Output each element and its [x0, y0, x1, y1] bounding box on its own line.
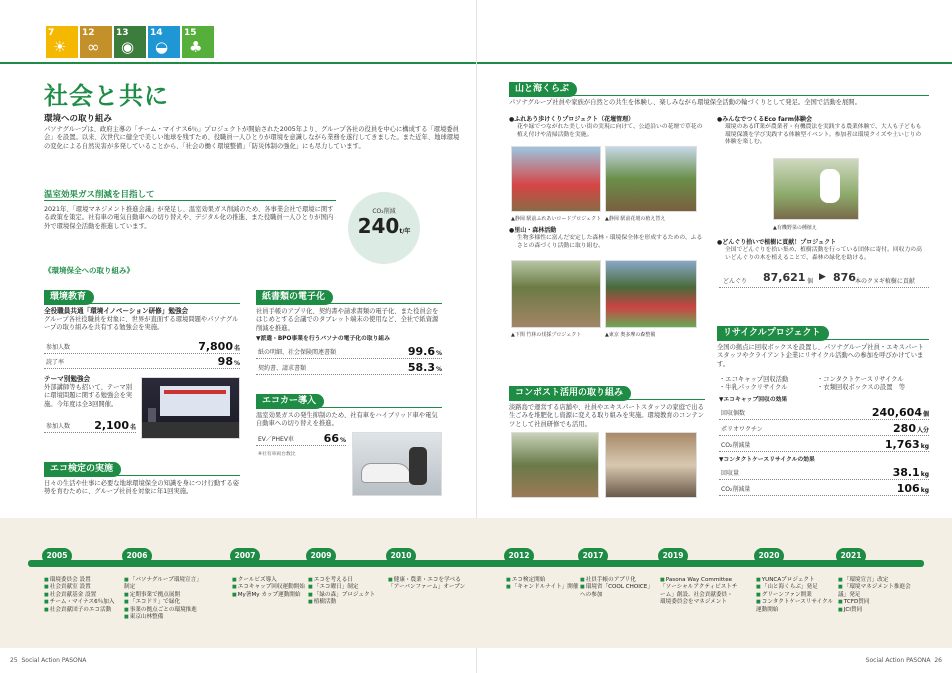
compost-text: 淡路島で運営する店舗や、社員やエキスパートスタッフの家庭で出る生ごみを堆肥化し資源に変える取り組みを実施。環境教育のコンテンツとして社員研修でも活用。 [509, 404, 704, 428]
sdg-icon: ◒ [155, 38, 169, 56]
sdg-tile-12 [80, 26, 112, 58]
timeline-item: ■ 社会貢献団子のエコ活動 [44, 607, 122, 614]
ecocar-text: 温室効果ガスの発生抑制のため、社有車をハイブリッド車や電気自動車への切り替えを推進。 [256, 412, 438, 428]
timeline-bar [28, 560, 924, 567]
timeline-item: ■ 「キャンドルナイト」開催 [506, 584, 584, 591]
edu-rule [44, 303, 240, 304]
acorn-count-unit: 個 [807, 278, 814, 285]
timeline-item: ■ グリーンファン開業 [756, 592, 834, 599]
ecocar-row: EV／PHEV車 66% [258, 432, 346, 445]
timeline-item: ■ 環境省「COOL CHOICE」への参加 [580, 584, 658, 599]
forest-photo-1 [511, 260, 601, 328]
timeline-year: 2019 [658, 548, 688, 564]
acorn-heading: ●どんぐり拾いで植樹に貢献！プロジェクト [717, 239, 837, 246]
edu-row-theme: 参加人数 2,100名 [46, 419, 136, 432]
timeline-items [232, 577, 310, 599]
right-page-num: 26 [934, 657, 942, 664]
edu-sub2: テーマ別勉強会 [44, 375, 91, 383]
edu-row-participants: 参加人数 7,800名 [46, 340, 240, 353]
timeline-item: ■ 社会貢献室 設置 [44, 584, 122, 591]
compost-photo-2 [605, 432, 697, 498]
recycle-row-contact-co2: CO₂削減量 106kg [721, 482, 929, 495]
co2-badge-label: CO₂削減 [372, 208, 396, 215]
timeline-item: ■ 事業の拠点ごとの環境推進 [124, 607, 202, 614]
timeline-year: 2010 [386, 548, 416, 564]
timeline-item: ■ 「環境宣言」改定 [838, 577, 916, 584]
edu-row-read-rate: 読了率 98% [46, 355, 240, 368]
timeline-item: ■ 「エコドリ」で緑化 [124, 599, 202, 606]
flower-photo-1 [511, 146, 601, 212]
recycle-row-caps: 回収個数 240,604個 [721, 406, 929, 419]
timeline-items [506, 577, 584, 592]
acorn-text: 全国でどんぐりを拾い集め、植樹活動を行っている団体に寄付。回収力の高いどんぐりの木を植えることで、森林の緑化を助ける。 [725, 247, 922, 261]
timeline-item: ■ 「緑の森」プロジェクト [308, 592, 386, 599]
timeline-item: ■ TCFD賛同 [838, 599, 916, 606]
timeline-items [838, 577, 916, 614]
paper-row-contract: 契約書、請求書類 58.3% [258, 361, 442, 374]
ecofarm-mascot [820, 169, 840, 203]
co2-badge [348, 192, 420, 264]
recycle-heading: リサイクルプロジェクト [717, 326, 829, 341]
acorn-arrow: ▶ [819, 272, 826, 282]
recycle-item-2: ・コンタクトケースリサイクル [817, 376, 904, 383]
timeline-items [388, 577, 466, 592]
timeline-year: 2005 [42, 548, 72, 564]
ghg-text: 2021年、「環境マネジメント推進会議」が発足し、温室効果ガス削減のため、各事業会社で環境に関する政策を策定。社有車の電気自動車への切り替えや、デジタル化の推進、また役職員一人ひとりが国内外で環境保全活動を推進しています。 [44, 206, 334, 230]
sdg-icon: ◉ [121, 38, 135, 56]
recycle-item-1: ・エコキャップ回収活動 [719, 376, 789, 383]
timeline-items [124, 577, 202, 621]
sdg-number: 15 [184, 28, 197, 38]
timeline-item: ■ 「環境マネジメント推進会議」発足 [838, 584, 916, 599]
timeline-items [660, 577, 738, 607]
paper-text: 社員手帳のアプリ化、契約書や請求書類の電子化、また役員会をはじめとする会議でのタブレット端末の使用など、全社で紙資源削減を推進。 [256, 308, 439, 332]
ecocar-photo [352, 432, 442, 496]
timeline-item: ■ 健康・農業・エコを学べる「アーバンファーム」オープン [388, 577, 466, 592]
timeline-item: ■ クールビズ導入 [232, 577, 310, 584]
sdg-tile-15 [182, 26, 214, 58]
ecocar-car [361, 463, 411, 483]
paper-rule [256, 303, 442, 304]
ecofarm-photo [773, 158, 859, 220]
acorn-trees: 876 [833, 271, 856, 284]
ecocar-rule [256, 407, 442, 408]
seminar-audience [142, 422, 240, 438]
timeline-item: ■ 東京山林整備 [124, 614, 202, 621]
seminar-photo [141, 377, 240, 439]
sdg-tile-7 [46, 26, 78, 58]
recycle-item-4: ・衣類回収ボックスの設置 等 [817, 384, 906, 391]
ecocar-note: ※社有車両台数比 [258, 452, 296, 457]
compost-rule [509, 399, 705, 400]
edu-sub: 全役職員共通「環境イノベーション研修」勉強会 [44, 307, 189, 315]
forest-caption-2: ▲東京 奥多摩の森整備 [605, 332, 656, 338]
flower-photo-2 [605, 146, 697, 212]
co2-badge-value: 240 [357, 214, 400, 238]
timeline-items [580, 577, 658, 599]
timeline-item: ■ チーム・マイナス6％加入 [44, 599, 122, 606]
recycle-row-vaccine: ポリオワクチン 280人分 [721, 422, 929, 435]
timeline-items [44, 577, 122, 614]
recycle-rule [717, 339, 929, 340]
recycle-sub-1: ▼エコキャップ回収の効果 [719, 397, 788, 403]
forest-text: 生物多様性に富んだ安定した森林・環境保全体を形成するための、ふるさとの森づくり活動に取り組む。 [517, 235, 703, 249]
edu-text: グループ各社役職員を対象に、世界が直面する環境問題やパソナグループの取り組みを共有する勉強会を実施。 [44, 316, 239, 332]
ecotest-heading: エコ検定の実施 [44, 462, 121, 477]
flower-heading: ●ふれあう歩けくりプロジェクト（花壇管理） [509, 116, 635, 123]
forest-caption-1: ▲下関 竹林の伐採プロジェクト [511, 332, 582, 338]
timeline-item: ■ エコキャップ回収運動開始 [232, 584, 310, 591]
section-subtitle: 環境への取り組み [44, 114, 113, 124]
acorn-label: どんぐり [723, 278, 748, 285]
recycle-row-contact: 回収量 38.1kg [721, 466, 929, 479]
ecofarm-text: 環境のあるIT業が農業者・有機農法を実践する農業体験で、大人も子どもも環境保護を学び実践する体験型イベント。参加者は環境クイズや土いじりの体験を楽しむ。 [725, 124, 922, 146]
right-page-label: Social Action PASONA [865, 657, 931, 664]
paper-row-payslip: 紙の明細、社会保険関連書類 99.6% [258, 345, 442, 358]
paper-heading: 紙書類の電子化 [256, 290, 333, 305]
timeline-item: ■ 「エコ曜日」制定 [308, 584, 386, 591]
recycle-row-co2: CO₂削減量 1,763kg [721, 438, 929, 451]
timeline-item: ■ エコ検定開始 [506, 577, 584, 584]
recycle-item-3: ・牛乳パックリサイクル [719, 384, 788, 391]
seminar-screen [160, 386, 230, 416]
timeline-item: ■ 「山と海くらぶ」発足 [756, 584, 834, 591]
timeline-item: ■ 社員手帳のアプリ化 [580, 577, 658, 584]
co2-badge-unit: t/年 [399, 228, 411, 235]
forest-photo-2 [605, 260, 697, 328]
intro-text: パソナグループは、政府主導の「チーム・マイナス6％」プロジェクトが開始された2005年より、グループ各社の役員を中心に構成する「環境委員会」を設置。以来、次世代に健全で美しい地球を残すため、役職員一人ひとりが環境を意識しながら業務を遂行してきました。また近年、地球環境の変化による自然災害が多発していることから、「社会の働く環境整備」「防災体制の強化」にも尽力しています。 [44, 126, 460, 150]
timeline-item: ■ 社会貢献基金 設置 [44, 592, 122, 599]
sdg-tile-14 [148, 26, 180, 58]
page-number-right [866, 657, 942, 664]
timeline-year: 2012 [504, 548, 534, 564]
compost-photo-1 [511, 432, 599, 498]
timeline-year: 2007 [230, 548, 260, 564]
sdg-number: 7 [48, 28, 55, 38]
sdg-icon: ♣ [189, 38, 203, 56]
timeline-year: 2020 [754, 548, 784, 564]
top-rule-right [477, 62, 952, 64]
timeline-year: 2009 [306, 548, 336, 564]
timeline-year: 2006 [122, 548, 152, 564]
flower-caption-2: ▲静岡 駅前花壇の植え替え [605, 216, 666, 222]
sdg-number: 12 [82, 28, 95, 38]
ecofarm-caption: ▲有機野菜の種植え [773, 225, 817, 231]
timeline-items [756, 577, 834, 614]
left-page-label: Social Action PASONA [21, 657, 87, 664]
top-rule [0, 62, 476, 64]
page-number-left [10, 657, 86, 664]
ecotest-rule [44, 475, 240, 476]
acorn-stats [719, 270, 929, 288]
timeline-item: ■ 植樹活動 [308, 599, 386, 606]
sea-rule [509, 95, 929, 96]
page-title: 社会と共に [44, 82, 169, 110]
paper-sub: ▼派遣・BPO事業を行うパソナの電子化の取り組み [256, 336, 390, 342]
forest-heading: ●里山・森林活動 [509, 227, 557, 234]
sdg-icon: ☀ [53, 38, 67, 56]
timeline-items [308, 577, 386, 607]
ghg-rule [44, 200, 336, 201]
timeline-item: ■ エコを考える日 [308, 577, 386, 584]
seminar-screen-line [164, 390, 226, 394]
ecofarm-heading: ●みんなでつくるEco farm体験会 [717, 116, 812, 123]
timeline-item: ■ JCI賛同 [838, 607, 916, 614]
timeline-item: ■ 環境委員会 設置 [44, 577, 122, 584]
sea-heading: 山と海くらぶ [509, 82, 577, 97]
acorn-trees-unit: 本のクヌギ植樹に貢献 [855, 278, 915, 285]
recycle-text: 全国の拠点に回収ボックスを設置し、パソナグループ社員・エキスパートスタッフやクライアント企業にリサイクル活動への参加を呼びかけています。 [717, 344, 924, 368]
timeline-item: ■ Pasona Way Committee「ソーシャルアクティビストチーム」創設、社会貢献委員・環境委員会をマネジメント [660, 577, 738, 607]
edu-heading: 環境教育 [44, 290, 94, 305]
left-page-num: 25 [10, 657, 18, 664]
timeline-year: 2017 [578, 548, 608, 564]
timeline-item: ■ My箸My カップ運動開始 [232, 592, 310, 599]
ecocar-heading: エコカー導入 [256, 394, 324, 409]
flower-text: 花や緑でつながれた美しい街の実現に向けて、公道沿いの花壇で草花の植え付けや清掃活動を実施。 [517, 124, 703, 138]
sdg-number: 14 [150, 28, 163, 38]
sdg-number: 13 [116, 28, 129, 38]
sdg-tile-13 [114, 26, 146, 58]
ecotest-text: 日々の生活や仕事に必要な地球環境保全の知識を身につけ行動する姿勢を育むために、グループ社員を対象に年1回実施。 [44, 480, 240, 496]
sea-text: パソナグループ社員や家族が自然との共生を体験し、楽しみながら環境保全活動の輪づくりとして発足。全国で活動を展開。 [509, 99, 861, 106]
flower-caption-1: ▲静岡 駅前ふれあいロードプロジェクト [511, 216, 602, 222]
timeline-item: ■ 定期事業で拠点展開 [124, 592, 202, 599]
timeline-item: ■ コンタクトケースリサイクル運動開始 [756, 599, 834, 614]
timeline-item: ■ 「パソナグループ環境宣言」制定 [124, 577, 202, 592]
sdg-icon: ∞ [87, 38, 100, 56]
activities-heading: 《環境保全への取り組み》 [44, 266, 134, 275]
ecocar-person [409, 447, 427, 485]
acorn-count: 87,621 [763, 271, 806, 284]
timeline-year: 2021 [836, 548, 866, 564]
recycle-sub-2: ▼コンタクトケースリサイクルの効果 [719, 457, 815, 463]
edu-text2: 外部講師等も招いて、テーマ別に環境問題に関する勉強会を実施。今年度は全3回開催。 [44, 384, 133, 408]
timeline-item: ■ YUNCAプロジェクト [756, 577, 834, 584]
ghg-heading: 温室効果ガス削減を目指して [44, 190, 155, 200]
compost-heading: コンポスト活用の取り組み [509, 386, 631, 401]
